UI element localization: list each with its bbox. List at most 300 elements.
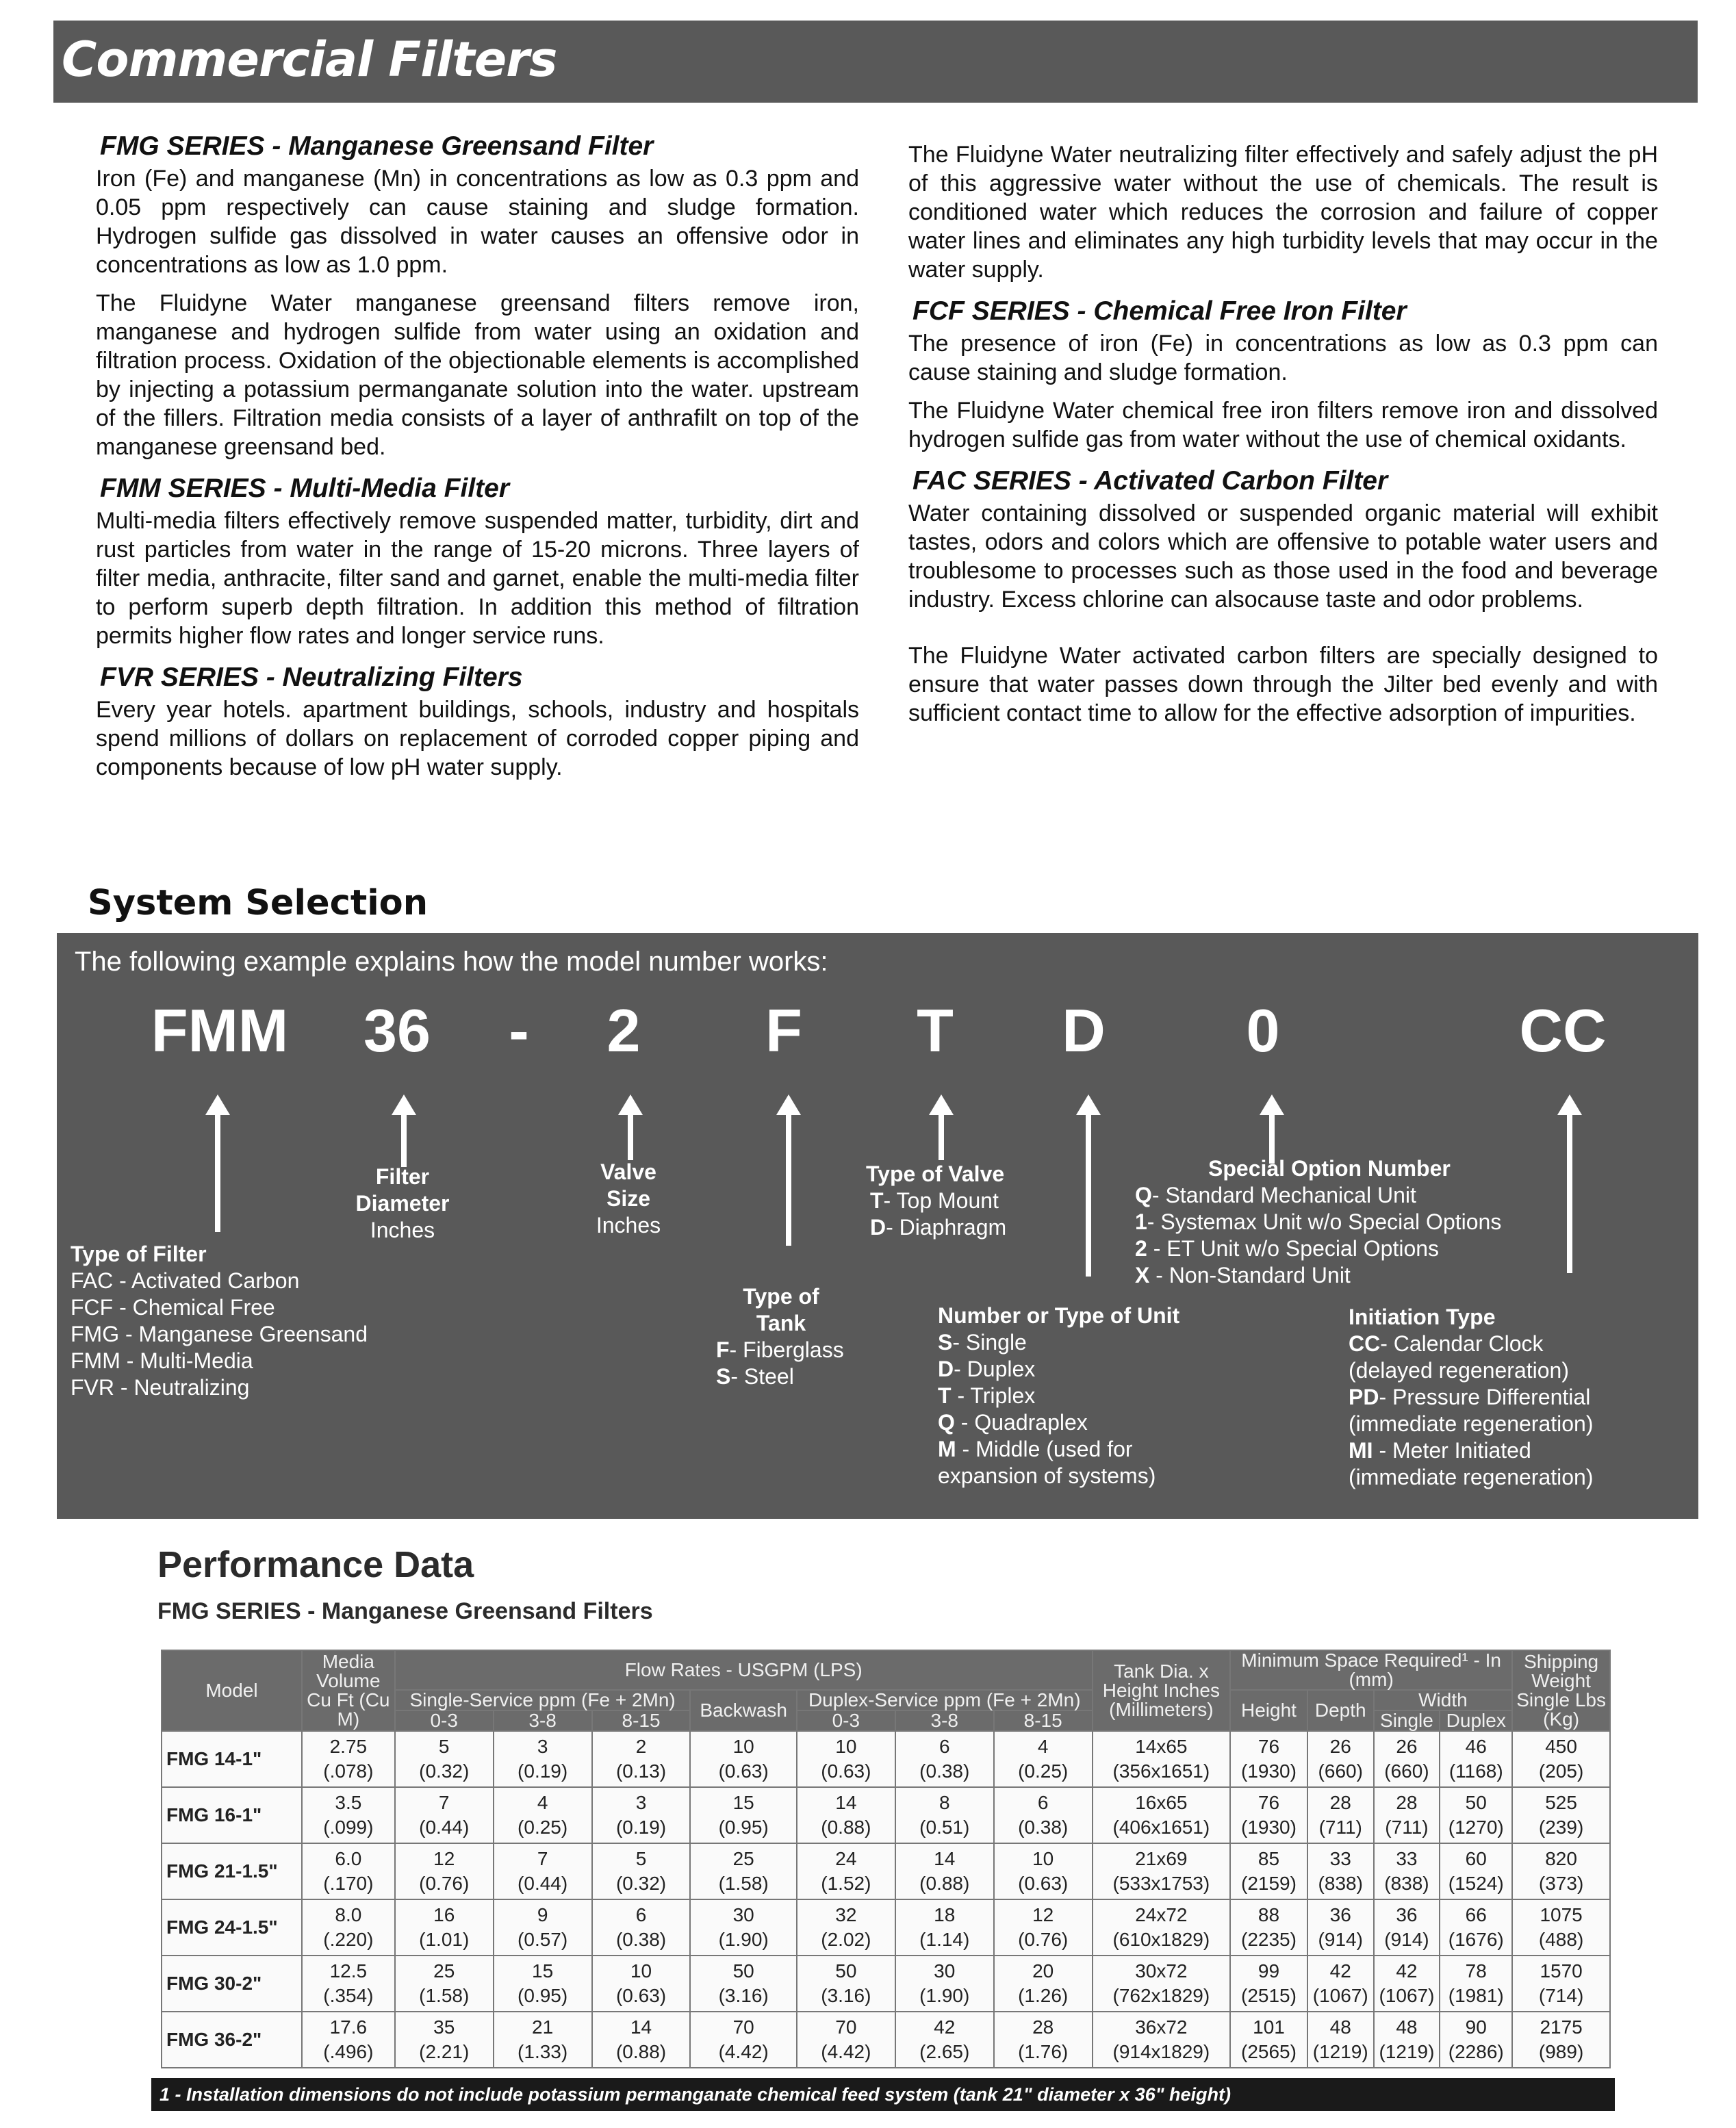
cell-value: 6 bbox=[1037, 1792, 1049, 1813]
table-cell bbox=[797, 1787, 895, 1843]
cell-metric-value: (2286) bbox=[1448, 2041, 1504, 2062]
cell-metric-value: (1.33) bbox=[518, 2041, 568, 2062]
table-cell bbox=[592, 1899, 691, 1956]
cell-metric-value: (2565) bbox=[1241, 2041, 1297, 2062]
table-cell bbox=[592, 1956, 691, 2012]
arrow-up-icon bbox=[401, 1112, 407, 1167]
option-value: - Top Mount bbox=[883, 1188, 999, 1213]
table-cell bbox=[1440, 1956, 1512, 2012]
table-cell bbox=[690, 1843, 796, 1899]
header-range: 8-15 bbox=[994, 1710, 1093, 1731]
label-unit-type bbox=[938, 1303, 1179, 1489]
system-selection-title: System Selection bbox=[88, 883, 429, 923]
cell-value: 76 bbox=[1258, 1736, 1280, 1757]
cell-value: 8.0 bbox=[335, 1904, 362, 1925]
cell-metric-value: (1.58) bbox=[718, 1873, 769, 1894]
cell-value: 99 bbox=[1258, 1960, 1280, 1982]
cell-metric-value: (406x1651) bbox=[1112, 1817, 1210, 1838]
table-cell bbox=[690, 1731, 796, 1787]
option-value: - ET Unit w/o Special Options bbox=[1147, 1236, 1440, 1261]
cell-metric-value: (4.42) bbox=[821, 2041, 871, 2062]
model-cell: FMG 14-1" bbox=[162, 1731, 302, 1787]
cell-metric-value: (1.58) bbox=[419, 1985, 470, 2006]
option-value: - Triplex bbox=[951, 1383, 1036, 1408]
cell-value: 14 bbox=[630, 2016, 652, 2038]
table-cell bbox=[1093, 1956, 1230, 2012]
table-cell bbox=[1440, 1899, 1512, 1956]
option-value: - Fiberglass bbox=[729, 1337, 844, 1362]
option-key: S bbox=[716, 1364, 731, 1389]
header-depth: Depth bbox=[1307, 1690, 1374, 1731]
cell-metric-value: (239) bbox=[1538, 1817, 1584, 1838]
header-height: Height bbox=[1230, 1690, 1307, 1731]
cell-value: 21 bbox=[532, 2016, 554, 2038]
cell-value: 28 bbox=[1032, 2016, 1054, 2038]
cell-value: 6 bbox=[939, 1736, 950, 1757]
model-cell: FMG 36-2" bbox=[162, 2012, 302, 2068]
right-column bbox=[908, 140, 1658, 737]
table-cell bbox=[1440, 2012, 1512, 2068]
cell-metric-value: (914x1829) bbox=[1112, 2041, 1210, 2062]
cell-value: 25 bbox=[732, 1848, 754, 1869]
cell-metric-value: (1676) bbox=[1448, 1929, 1504, 1950]
cell-value: 2 bbox=[635, 1736, 647, 1757]
table-cell bbox=[1512, 1731, 1610, 1787]
cell-metric-value: (0.63) bbox=[1018, 1873, 1069, 1894]
cell-metric-value: (.354) bbox=[323, 1985, 374, 2006]
section-paragraph: The Fluidyne Water chemical free iron filters remove iron and dissolved hydrogen sulfide gas from water without the use of chemical oxidants. bbox=[908, 398, 1658, 452]
header-width-single: Single bbox=[1374, 1710, 1440, 1731]
cell-metric-value: (762x1829) bbox=[1112, 1985, 1210, 2006]
label-special-option bbox=[1135, 1155, 1501, 1289]
header-shipping: Shipping Weight Single Lbs (Kg) bbox=[1512, 1650, 1610, 1731]
option-key: MI bbox=[1349, 1438, 1373, 1463]
table-cell bbox=[1230, 1731, 1307, 1787]
cell-value: 30 bbox=[934, 1960, 956, 1982]
cell-metric-value: (1.90) bbox=[919, 1985, 970, 2006]
system-selection-intro: The following example explains how the model number works: bbox=[75, 947, 828, 977]
cell-metric-value: (0.19) bbox=[518, 1760, 568, 1782]
table-cell bbox=[690, 1899, 796, 1956]
table-cell bbox=[895, 1956, 994, 2012]
option-value: - Single bbox=[952, 1330, 1027, 1355]
table-cell bbox=[1230, 1787, 1307, 1843]
model-cell: FMG 24-1.5" bbox=[162, 1899, 302, 1956]
header-range: 8-15 bbox=[592, 1710, 691, 1731]
cell-value: 16 bbox=[433, 1904, 455, 1925]
arrow-up-icon bbox=[628, 1112, 633, 1160]
label-valve-size bbox=[596, 1159, 661, 1239]
cell-value: 28 bbox=[1329, 1792, 1351, 1813]
cell-metric-value: (3.16) bbox=[821, 1985, 871, 2006]
arrow-up-icon bbox=[1086, 1112, 1091, 1277]
table-cell bbox=[395, 1787, 494, 1843]
code-part-tank: F bbox=[765, 997, 802, 1064]
header-single-service: Single-Service ppm (Fe + 2Mn) bbox=[395, 1690, 691, 1710]
label-initiation-type bbox=[1349, 1304, 1594, 1491]
table-cell bbox=[395, 1731, 494, 1787]
header-range: 0-3 bbox=[797, 1710, 895, 1731]
table-cell bbox=[302, 2012, 395, 2068]
label-title: Special Option Number bbox=[1208, 1156, 1451, 1181]
cell-metric-value: (1.01) bbox=[419, 1929, 470, 1950]
table-cell bbox=[797, 1956, 895, 2012]
table-cell bbox=[302, 1956, 395, 2012]
cell-metric-value: (0.76) bbox=[1018, 1929, 1069, 1950]
option-value: - Systemax Unit w/o Special Options bbox=[1147, 1209, 1502, 1234]
cell-metric-value: (0.44) bbox=[419, 1817, 470, 1838]
option-key: S bbox=[938, 1330, 953, 1355]
table-cell bbox=[797, 1731, 895, 1787]
cell-metric-value: (0.63) bbox=[821, 1760, 871, 1782]
header-range: 0-3 bbox=[395, 1710, 494, 1731]
table-cell bbox=[1374, 1731, 1440, 1787]
cell-value: 30 bbox=[732, 1904, 754, 1925]
cell-value: 15 bbox=[532, 1960, 554, 1982]
label-title: Type of bbox=[743, 1284, 819, 1309]
option-value: - Steel bbox=[730, 1364, 794, 1389]
cell-value: 33 bbox=[1396, 1848, 1418, 1869]
label-line: Inches bbox=[596, 1213, 661, 1238]
cell-value: 6 bbox=[635, 1904, 647, 1925]
cell-metric-value: (914) bbox=[1384, 1929, 1429, 1950]
cell-metric-value: (0.95) bbox=[718, 1817, 769, 1838]
cell-value: 12 bbox=[1032, 1904, 1054, 1925]
cell-value: 36 bbox=[1329, 1904, 1351, 1925]
table-cell bbox=[592, 1787, 691, 1843]
table-cell bbox=[1512, 1899, 1610, 1956]
cell-value: 50 bbox=[835, 1960, 857, 1982]
cell-metric-value: (2515) bbox=[1241, 1985, 1297, 2006]
cell-value: 17.6 bbox=[329, 2016, 368, 2038]
label-line: FVR - Neutralizing bbox=[71, 1375, 250, 1400]
table-cell bbox=[797, 1843, 895, 1899]
cell-value: 50 bbox=[1465, 1792, 1487, 1813]
table-cell bbox=[1374, 2012, 1440, 2068]
option-value: - Diaphragm bbox=[886, 1215, 1007, 1240]
table-cell bbox=[1374, 1899, 1440, 1956]
section-heading: FCF SERIES - Chemical Free Iron Filter bbox=[912, 296, 1407, 326]
cell-metric-value: (0.25) bbox=[1018, 1760, 1069, 1782]
cell-metric-value: (.099) bbox=[323, 1817, 374, 1838]
table-cell bbox=[895, 1787, 994, 1843]
header-range: 3-8 bbox=[895, 1710, 994, 1731]
cell-metric-value: (1.90) bbox=[718, 1929, 769, 1950]
header-media-volume: Media Volume Cu Ft (Cu M) bbox=[302, 1650, 395, 1731]
cell-value: 46 bbox=[1465, 1736, 1487, 1757]
cell-value: 5 bbox=[438, 1736, 450, 1757]
cell-value: 48 bbox=[1396, 2016, 1418, 2038]
cell-value: 10 bbox=[1032, 1848, 1054, 1869]
cell-metric-value: (0.88) bbox=[615, 2041, 667, 2062]
label-title: Valve bbox=[600, 1159, 656, 1184]
section-heading: FAC SERIES - Activated Carbon Filter bbox=[912, 466, 1388, 496]
arrow-up-icon bbox=[786, 1112, 791, 1246]
table-cell bbox=[994, 1899, 1093, 1956]
cell-value: 21x69 bbox=[1135, 1848, 1188, 1869]
cell-metric-value: (373) bbox=[1538, 1873, 1584, 1894]
cell-value: 10 bbox=[835, 1736, 857, 1757]
cell-value: 32 bbox=[835, 1904, 857, 1925]
cell-metric-value: (1168) bbox=[1448, 1760, 1503, 1782]
table-cell bbox=[395, 1843, 494, 1899]
option-value: - Pressure Differential bbox=[1379, 1385, 1591, 1409]
table-cell bbox=[1230, 2012, 1307, 2068]
section-fac bbox=[908, 463, 1658, 728]
code-part-valve-size: 2 bbox=[607, 997, 641, 1064]
label-filter-diameter bbox=[356, 1164, 450, 1244]
option-value: - Calendar Clock bbox=[1380, 1331, 1544, 1356]
cell-metric-value: (1219) bbox=[1379, 2041, 1435, 2062]
table-cell bbox=[302, 1843, 395, 1899]
table-cell bbox=[994, 1787, 1093, 1843]
table-cell bbox=[1307, 2012, 1374, 2068]
table-cell bbox=[690, 2012, 796, 2068]
header-duplex-service: Duplex-Service ppm (Fe + 2Mn) bbox=[797, 1690, 1093, 1710]
section-heading: FMG SERIES - Manganese Greensand Filter bbox=[100, 131, 654, 161]
cell-value: 60 bbox=[1465, 1848, 1487, 1869]
cell-value: 88 bbox=[1258, 1904, 1280, 1925]
performance-subtitle: FMG SERIES - Manganese Greensand Filters bbox=[157, 1598, 653, 1624]
table-cell bbox=[494, 1787, 592, 1843]
table-cell bbox=[1512, 1843, 1610, 1899]
cell-value: 3.5 bbox=[335, 1792, 362, 1813]
cell-value: 70 bbox=[835, 2016, 857, 2038]
system-selection-panel bbox=[57, 933, 1698, 1519]
table-row bbox=[162, 1787, 1610, 1843]
section-paragraph: The presence of iron (Fe) in concentrations as low as 0.3 ppm can cause staining and sludge formation. bbox=[908, 331, 1658, 385]
cell-metric-value: (0.32) bbox=[419, 1760, 470, 1782]
left-column bbox=[96, 129, 859, 791]
option-value: - Duplex bbox=[954, 1357, 1036, 1381]
cell-metric-value: (2235) bbox=[1241, 1929, 1297, 1950]
cell-value: 26 bbox=[1329, 1736, 1351, 1757]
cell-metric-value: (711) bbox=[1385, 1817, 1429, 1838]
section-heading: FVR SERIES - Neutralizing Filters bbox=[100, 663, 523, 692]
cell-metric-value: (1524) bbox=[1448, 1873, 1504, 1894]
option-key: T bbox=[870, 1188, 884, 1213]
cell-value: 2175 bbox=[1540, 2016, 1583, 2038]
code-part-valve-type: T bbox=[917, 997, 954, 1064]
cell-metric-value: (838) bbox=[1384, 1873, 1429, 1894]
cell-value: 1075 bbox=[1540, 1904, 1583, 1925]
cell-value: 3 bbox=[635, 1792, 647, 1813]
table-cell bbox=[1440, 1731, 1512, 1787]
cell-metric-value: (1930) bbox=[1241, 1760, 1297, 1782]
section-fmg bbox=[96, 129, 859, 461]
label-type-of-tank bbox=[716, 1283, 846, 1390]
cell-value: 4 bbox=[537, 1792, 548, 1813]
arrow-up-icon bbox=[215, 1112, 220, 1232]
option-value: - Middle (used for bbox=[956, 1437, 1133, 1461]
cell-metric-value: (0.13) bbox=[615, 1760, 667, 1782]
cell-metric-value: (0.38) bbox=[1018, 1817, 1069, 1838]
cell-metric-value: (533x1753) bbox=[1112, 1873, 1210, 1894]
cell-metric-value: (711) bbox=[1318, 1817, 1362, 1838]
table-cell bbox=[895, 1731, 994, 1787]
header-bar bbox=[53, 21, 1698, 103]
cell-metric-value: (1067) bbox=[1312, 1985, 1368, 2006]
cell-value: 33 bbox=[1329, 1848, 1351, 1869]
header-backwash: Backwash bbox=[690, 1690, 796, 1731]
table-cell bbox=[1512, 1787, 1610, 1843]
table-cell bbox=[395, 1899, 494, 1956]
cell-metric-value: (1930) bbox=[1241, 1817, 1297, 1838]
option-value: - Quadraplex bbox=[954, 1410, 1088, 1435]
label-line: FAC - Activated Carbon bbox=[71, 1268, 300, 1293]
cell-metric-value: (1219) bbox=[1312, 2041, 1368, 2062]
cell-value: 9 bbox=[537, 1904, 548, 1925]
table-cell bbox=[1374, 1787, 1440, 1843]
code-part-filter-type: FMM bbox=[151, 997, 289, 1064]
code-part-option: 0 bbox=[1246, 997, 1280, 1064]
cell-metric-value: (0.63) bbox=[615, 1985, 667, 2006]
option-key: D bbox=[938, 1357, 954, 1381]
cell-value: 36x72 bbox=[1135, 2016, 1188, 2038]
table-cell bbox=[895, 1899, 994, 1956]
cell-value: 42 bbox=[1396, 1960, 1418, 1982]
cell-value: 14 bbox=[835, 1792, 857, 1813]
option-key: 1 bbox=[1135, 1209, 1147, 1234]
cell-metric-value: (205) bbox=[1538, 1760, 1584, 1782]
table-cell bbox=[1230, 1899, 1307, 1956]
table-row bbox=[162, 1956, 1610, 2012]
section-paragraph: Multi-media filters effectively remove suspended matter, turbidity, dirt and rust particles from water in the range of 15-20 microns. Three layers of filter media, anthracite, filter sand and garnet, enable the multi-media filter to perform superb depth filtration. In addition this method of filtration permits higher flow rates and longer service runs. bbox=[96, 508, 859, 649]
cell-value: 7 bbox=[537, 1848, 548, 1869]
section-fmm bbox=[96, 471, 859, 650]
cell-value: 26 bbox=[1396, 1736, 1418, 1757]
cell-metric-value: (2.65) bbox=[919, 2041, 970, 2062]
option-value: - Non-Standard Unit bbox=[1149, 1263, 1351, 1287]
section-fcf bbox=[908, 294, 1658, 454]
table-cell bbox=[1230, 1843, 1307, 1899]
label-line: FCF - Chemical Free bbox=[71, 1295, 275, 1320]
cell-metric-value: (.078) bbox=[323, 1760, 374, 1782]
cell-metric-value: (.220) bbox=[323, 1929, 374, 1950]
cell-value: 5 bbox=[635, 1848, 647, 1869]
model-cell: FMG 21-1.5" bbox=[162, 1843, 302, 1899]
label-title: Initiation Type bbox=[1349, 1305, 1496, 1329]
cell-metric-value: (0.57) bbox=[518, 1929, 568, 1950]
header-min-space: Minimum Space Required¹ - In (mm) bbox=[1230, 1650, 1512, 1690]
table-cell bbox=[1512, 2012, 1610, 2068]
table-cell bbox=[1307, 1956, 1374, 2012]
option-key: D bbox=[870, 1215, 886, 1240]
cell-metric-value: (0.44) bbox=[518, 1873, 568, 1894]
performance-table bbox=[161, 1650, 1611, 2068]
cell-value: 24 bbox=[835, 1848, 857, 1869]
label-line: FMG - Manganese Greensand bbox=[71, 1322, 368, 1346]
performance-table-body bbox=[162, 1731, 1610, 2068]
header-tank: Tank Dia. x Height Inches (Millimeters) bbox=[1093, 1650, 1230, 1731]
table-cell bbox=[1440, 1787, 1512, 1843]
label-title: Filter bbox=[375, 1164, 430, 1189]
cell-metric-value: (2.02) bbox=[821, 1929, 871, 1950]
performance-header bbox=[157, 1543, 1609, 1635]
cell-metric-value: (1.76) bbox=[1018, 2041, 1069, 2062]
table-cell bbox=[994, 1956, 1093, 2012]
cell-metric-value: (914) bbox=[1318, 1929, 1363, 1950]
option-key: 2 bbox=[1135, 1236, 1147, 1261]
header-model: Model bbox=[162, 1650, 302, 1731]
cell-metric-value: (0.38) bbox=[615, 1929, 667, 1950]
cell-metric-value: (610x1829) bbox=[1112, 1929, 1210, 1950]
table-cell bbox=[1374, 1956, 1440, 2012]
cell-metric-value: (0.95) bbox=[518, 1985, 568, 2006]
cell-metric-value: (2.21) bbox=[419, 2041, 470, 2062]
table-row bbox=[162, 1899, 1610, 1956]
label-title: Tank bbox=[756, 1311, 806, 1335]
header-flow-rates: Flow Rates - USGPM (LPS) bbox=[395, 1650, 1093, 1690]
page-title: Commercial Filters bbox=[62, 31, 557, 88]
table-cell bbox=[1374, 1843, 1440, 1899]
label-line: Inches bbox=[370, 1218, 435, 1242]
option-key: X bbox=[1135, 1263, 1150, 1287]
cell-value: 3 bbox=[537, 1736, 548, 1757]
option-key: PD bbox=[1349, 1385, 1379, 1409]
table-cell bbox=[1307, 1843, 1374, 1899]
cell-value: 42 bbox=[934, 2016, 956, 2038]
table-cell bbox=[895, 2012, 994, 2068]
performance-title: Performance Data bbox=[157, 1544, 474, 1585]
code-part-dash: - bbox=[509, 997, 529, 1064]
cell-metric-value: (356x1651) bbox=[1112, 1760, 1210, 1782]
option-value: - Meter Initiated bbox=[1373, 1438, 1531, 1463]
cell-metric-value: (1.52) bbox=[821, 1873, 871, 1894]
cell-value: 6.0 bbox=[335, 1848, 362, 1869]
cell-value: 12.5 bbox=[329, 1960, 368, 1982]
cell-value: 10 bbox=[630, 1960, 652, 1982]
arrow-up-icon bbox=[1567, 1112, 1572, 1273]
cell-value: 78 bbox=[1465, 1960, 1487, 1982]
table-cell bbox=[494, 1956, 592, 2012]
table-row bbox=[162, 2012, 1610, 2068]
code-part-unit: D bbox=[1062, 997, 1106, 1064]
cell-value: 20 bbox=[1032, 1960, 1054, 1982]
option-note: (immediate regeneration) bbox=[1349, 1411, 1594, 1436]
cell-metric-value: (3.16) bbox=[718, 1985, 769, 2006]
label-title: Number or Type of Unit bbox=[938, 1303, 1180, 1328]
cell-metric-value: (0.25) bbox=[518, 1817, 568, 1838]
section-fvr bbox=[96, 660, 859, 782]
label-title: Size bbox=[606, 1186, 651, 1211]
arrow-up-icon bbox=[939, 1112, 944, 1160]
table-cell bbox=[1230, 1956, 1307, 2012]
option-key: F bbox=[716, 1337, 730, 1362]
label-type-of-valve bbox=[866, 1161, 1006, 1241]
table-cell bbox=[395, 1956, 494, 2012]
cell-metric-value: (660) bbox=[1384, 1760, 1429, 1782]
cell-metric-value: (.170) bbox=[323, 1873, 374, 1894]
cell-value: 15 bbox=[732, 1792, 754, 1813]
label-title: Type of Filter bbox=[71, 1242, 207, 1266]
model-cell: FMG 30-2" bbox=[162, 1956, 302, 2012]
cell-value: 36 bbox=[1396, 1904, 1418, 1925]
option-key: T bbox=[938, 1383, 952, 1408]
cell-value: 7 bbox=[438, 1792, 450, 1813]
cell-value: 76 bbox=[1258, 1792, 1280, 1813]
cell-value: 24x72 bbox=[1135, 1904, 1188, 1925]
table-cell bbox=[494, 1731, 592, 1787]
section-paragraph: The Fluidyne Water neutralizing filter effectively and safely adjust the pH of this aggressive water without the use of chemicals. The result is conditioned water which reduces the corrosion and failure of copper water lines and eliminates any high turbidity levels that may occur in the water supply. bbox=[908, 142, 1658, 283]
table-cell bbox=[1512, 1956, 1610, 2012]
cell-value: 35 bbox=[433, 2016, 455, 2038]
cell-value: 14x65 bbox=[1135, 1736, 1188, 1757]
cell-value: 18 bbox=[934, 1904, 956, 1925]
cell-value: 12 bbox=[433, 1848, 455, 1869]
cell-value: 25 bbox=[433, 1960, 455, 1982]
section-paragraph: The Fluidyne Water activated carbon filters are specially designed to ensure that water passes down through the Jilter bed evenly and with sufficient contact time to allow for the effective adsorption of impurities. bbox=[908, 643, 1658, 726]
